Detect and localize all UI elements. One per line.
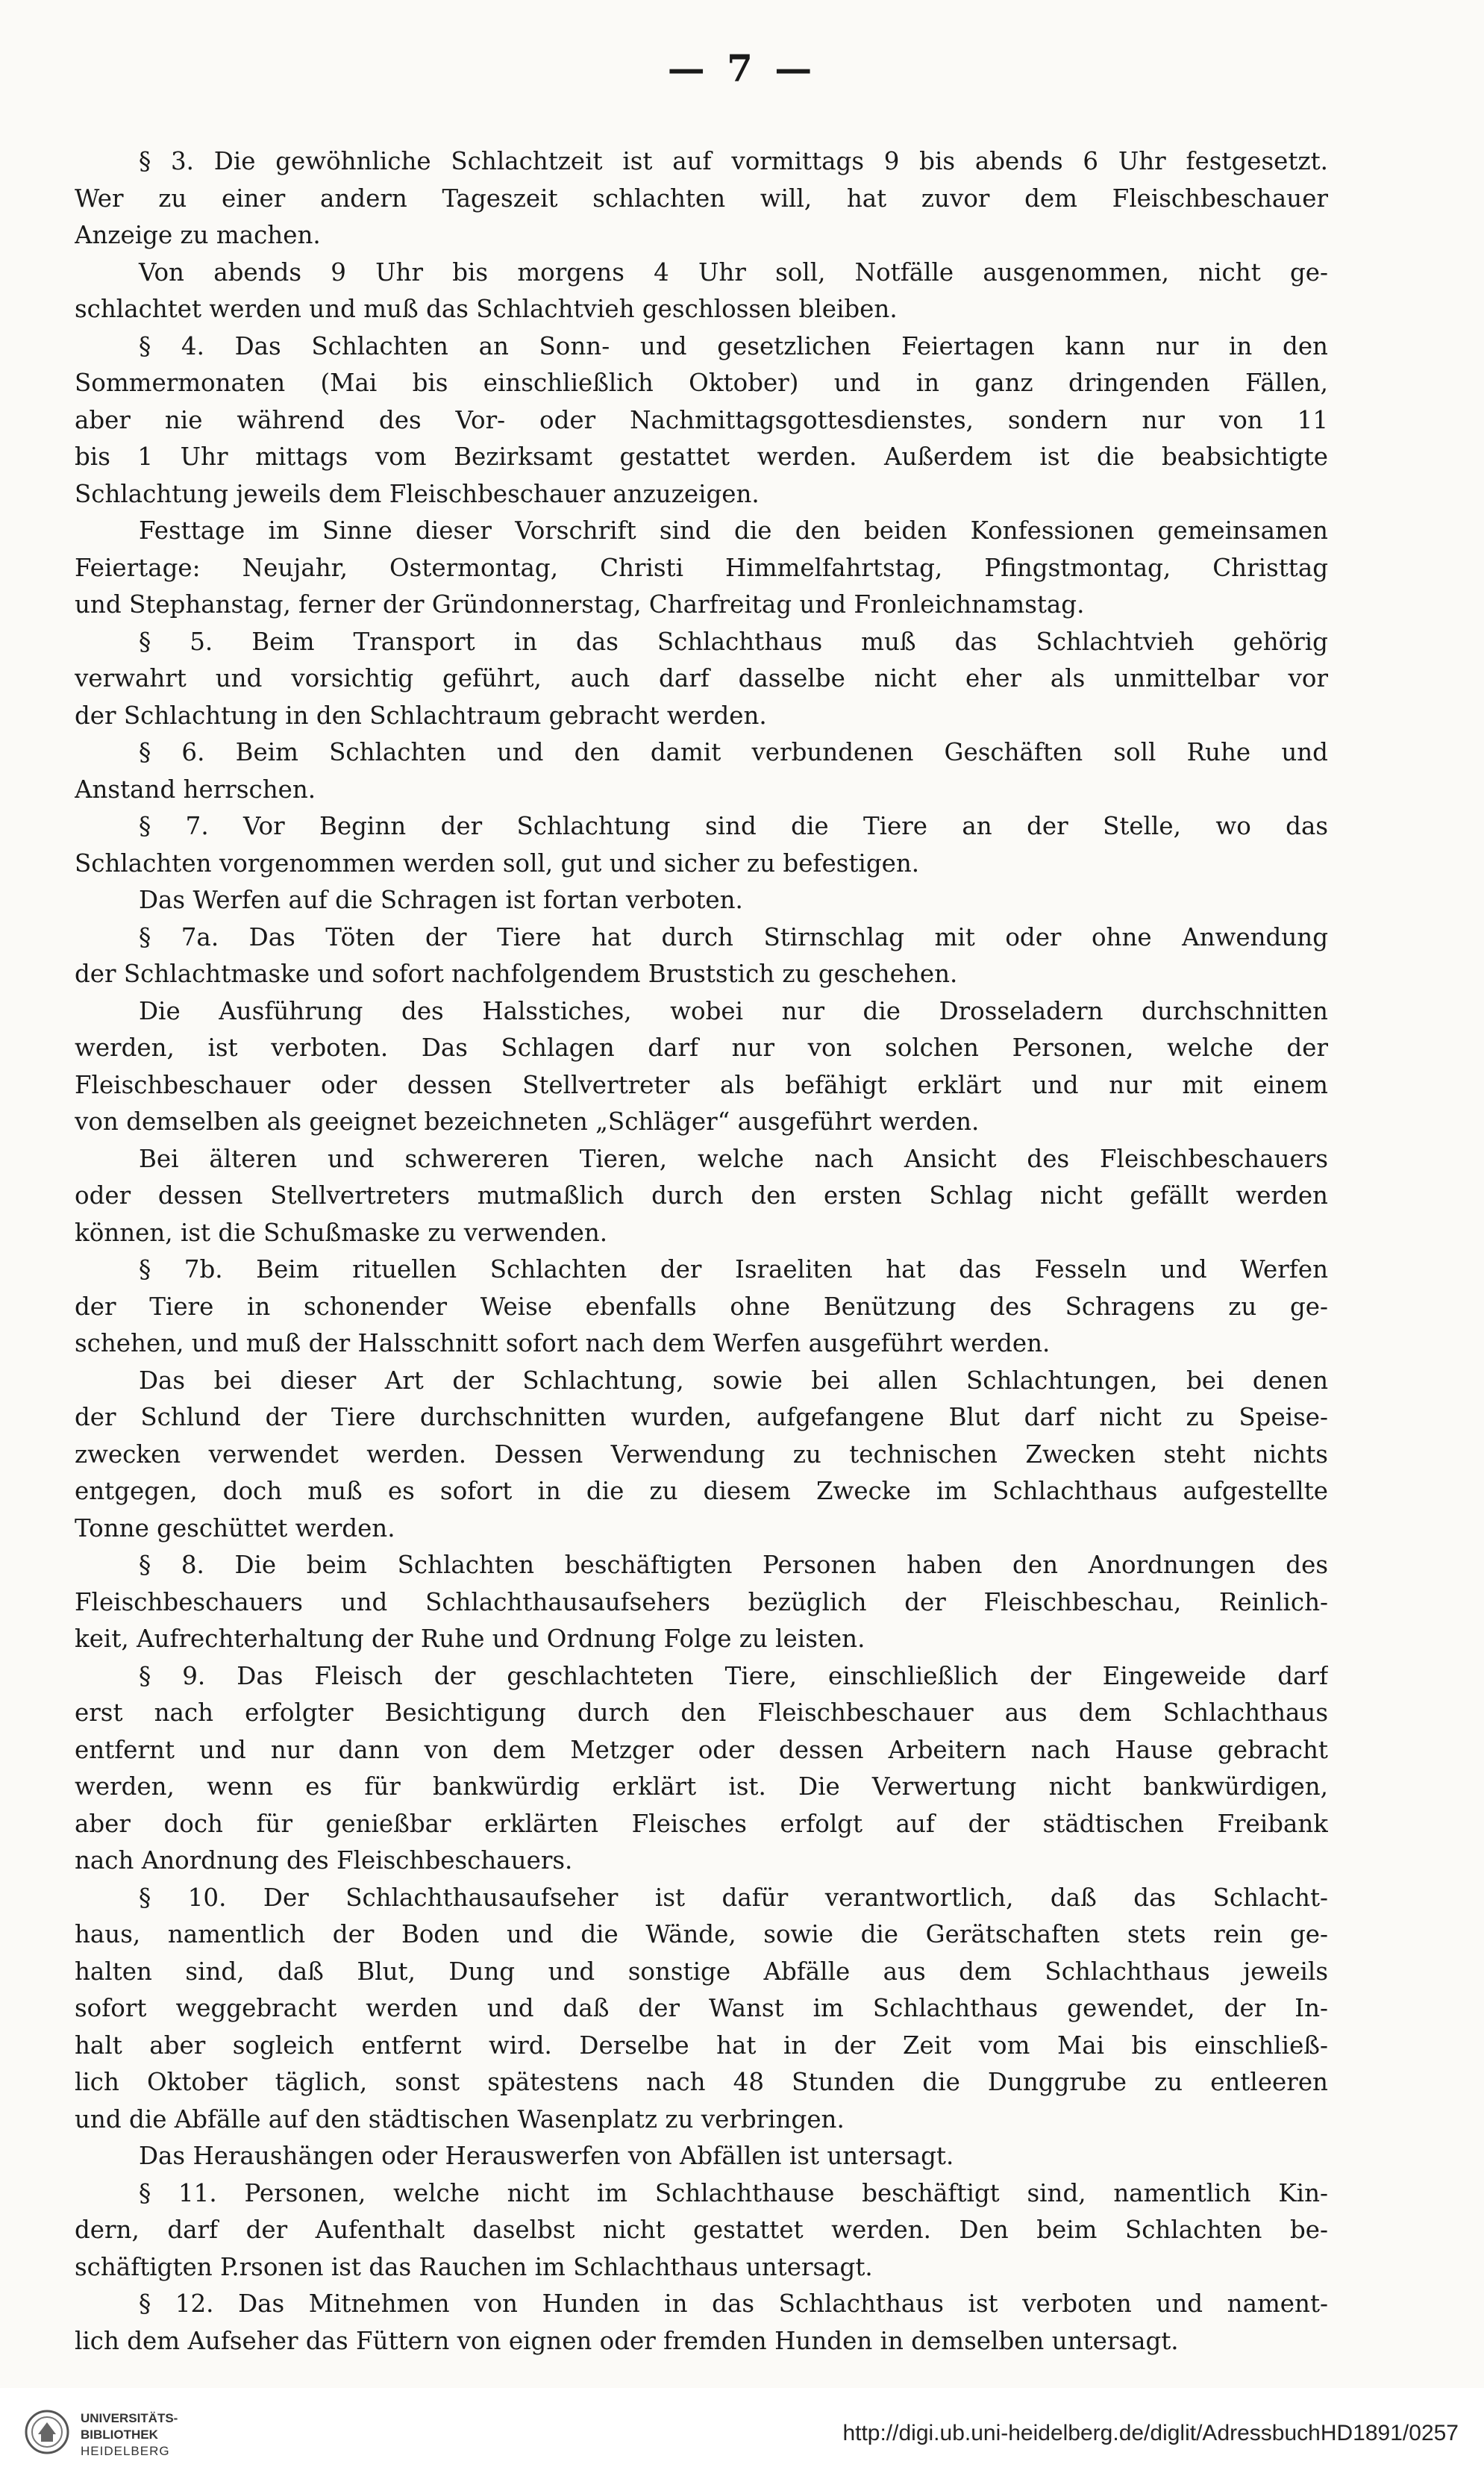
text-line: schäftigten P.rsonen ist das Rauchen im Schlachthaus untersagt. <box>75 2252 873 2281</box>
text-line: zwecken verwendet werden. Dessen Verwendung zu technischen Zwecken steht nichts <box>75 1440 1328 1469</box>
text-line: halt aber sogleich entfernt wird. Derselbe hat in der Zeit vom Mai bis einschließ- <box>75 2031 1328 2060</box>
text-line: erst nach erfolgter Besichtigung durch den Fleischbeschauer aus dem Schlachthaus <box>75 1698 1328 1727</box>
text-line: können, ist die Schußmaske zu verwenden. <box>75 1218 608 1247</box>
text-line: Schlachtung jeweils dem Fleischbeschauer anzuzeigen. <box>75 479 760 508</box>
text-line: schehen, und muß der Halsschnitt sofort nach dem Werfen ausgeführt werden. <box>75 1329 1051 1357</box>
text-line: Sommermonaten (Mai bis einschließlich Oktober) und in ganz dringenden Fällen, <box>75 369 1328 397</box>
text-line: Anzeige zu machen. <box>75 221 321 249</box>
document-body <box>75 143 1328 2360</box>
text-line: § 12. Das Mitnehmen von Hunden in das Schlachthaus ist verboten und nament- <box>139 2289 1328 2318</box>
text-line: oder dessen Stellvertreters mutmaßlich durch den ersten Schlag nicht gefällt werden <box>75 1181 1328 1210</box>
text-line: § 7b. Beim rituellen Schlachten der Israeliten hat das Fesseln und Werfen <box>139 1255 1328 1284</box>
text-line: bis 1 Uhr mittags vom Bezirksamt gestattet werden. Außerdem ist die beabsichtigte <box>75 443 1328 471</box>
text-line: und Stephanstag, ferner der Gründonnerstag, Charfreitag und Fronleichnamstag. <box>75 590 1085 619</box>
text-line: aber nie während des Vor- oder Nachmittagsgottesdienstes, sondern nur von 11 <box>75 405 1328 434</box>
text-line: nach Anordnung des Fleischbeschauers. <box>75 1846 573 1875</box>
text-line: Tonne geschüttet werden. <box>75 1513 395 1542</box>
text-line: Fleischbeschauer oder dessen Stellvertreter als befähigt erklärt und nur mit einem <box>75 1070 1328 1099</box>
text-line: § 7. Vor Beginn der Schlachtung sind die Tiere an der Stelle, wo das <box>139 812 1328 840</box>
logo-text <box>81 2410 178 2460</box>
text-line: § 7a. Das Töten der Tiere hat durch Stirnschlag mit oder ohne Anwendung <box>139 922 1328 951</box>
library-logo[interactable] <box>24 2404 218 2467</box>
text-line: halten sind, daß Blut, Dung und sonstige Abfälle aus dem Schlachthaus jeweils <box>75 1957 1328 1986</box>
text-line: sofort weggebracht werden und daß der Wanst im Schlachthaus gewendet, der In- <box>75 1994 1328 2022</box>
text-line: lich dem Aufseher das Füttern von eignen oder fremden Hunden in demselben untersagt. <box>75 2326 1179 2355</box>
text-line: § 8. Die beim Schlachten beschäftigten Personen haben den Anordnungen des <box>139 1551 1328 1579</box>
text-line: verwahrt und vorsichtig geführt, auch darf dasselbe nicht eher als unmittelbar vor <box>75 664 1328 693</box>
source-url-link[interactable]: http://digi.ub.uni-heidelberg.de/diglit/AdressbuchHD1891/0257 <box>842 2421 1459 2445</box>
text-line: schlachtet werden und muß das Schlachtvieh geschlossen bleiben. <box>75 295 898 323</box>
page-number: — 7 — <box>667 46 817 90</box>
text-line: Feiertage: Neujahr, Ostermontag, Christi Himmelfahrtstag, Pfingstmontag, Christtag <box>75 553 1328 582</box>
text-line: § 5. Beim Transport in das Schlachthaus muß das Schlachtvieh gehörig <box>139 627 1328 656</box>
text-line: der Tiere in schonender Weise ebenfalls ohne Benützung des Schragens zu ge- <box>75 1292 1328 1321</box>
text-line: Das Heraushängen oder Herauswerfen von Abfällen ist untersagt. <box>139 2142 954 2170</box>
text-line: Festtage im Sinne dieser Vorschrift sind die den beiden Konfessionen gemeinsamen <box>139 516 1328 545</box>
logo-line: HEIDELBERG <box>81 2444 170 2458</box>
text-line: § 11. Personen, welche nicht im Schlachthause beschäftigt sind, namentlich Kin- <box>139 2178 1328 2207</box>
text-line: Anstand herrschen. <box>75 775 316 804</box>
text-line: Von abends 9 Uhr bis morgens 4 Uhr soll, Notfälle ausgenommen, nicht ge- <box>139 257 1328 287</box>
text-line: keit, Aufrechterhaltung der Ruhe und Ordnung Folge zu leisten. <box>75 1625 865 1653</box>
text-line: § 10. Der Schlachthausaufseher ist dafür verantwortlich, daß das Schlacht- <box>139 1883 1328 1912</box>
text-line: der Schlachtung in den Schlachtraum gebracht werden. <box>75 701 767 730</box>
text-line: werden, wenn es für bankwürdig erklärt ist. Die Verwertung nicht bankwürdigen, <box>75 1772 1328 1801</box>
footer-bar <box>0 2388 1484 2482</box>
text-line: entgegen, doch muß es sofort in die zu diesem Zwecke im Schlachthaus aufgestellte <box>75 1477 1328 1505</box>
text-line: aber doch für genießbar erklärten Fleisches erfolgt auf der städtischen Freibank <box>75 1809 1328 1838</box>
text-line: der Schlachtmaske und sofort nachfolgendem Bruststich zu geschehen. <box>75 960 958 988</box>
text-line: haus, namentlich der Boden und die Wände, sowie die Gerätschaften stets rein ge- <box>75 1920 1328 1948</box>
text-line: werden, ist verboten. Das Schlagen darf nur von solchen Personen, welche der <box>75 1034 1328 1062</box>
text-line: Das Werfen auf die Schragen ist fortan verboten. <box>139 886 743 914</box>
text-line: Die Ausführung des Halsstiches, wobei nur die Drosseladern durchschnitten <box>139 996 1328 1025</box>
text-line: von demselben als geeignet bezeichneten „Schläger“ ausgeführt werden. <box>75 1107 980 1136</box>
text-line: Das bei dieser Art der Schlachtung, sowie bei allen Schlachtungen, bei denen <box>139 1366 1328 1395</box>
text-line: und die Abfälle auf den städtischen Wasenplatz zu verbringen. <box>75 2104 845 2134</box>
text-line: § 9. Das Fleisch der geschlachteten Tiere, einschließlich der Eingeweide darf <box>139 1661 1328 1690</box>
text-line: entfernt und nur dann von dem Metzger oder dessen Arbeitern nach Hause gebracht <box>75 1735 1328 1764</box>
text-line: Wer zu einer andern Tageszeit schlachten will, hat zuvor dem Fleischbeschauer <box>75 184 1328 213</box>
text-line: Bei älteren und schwereren Tieren, welche nach Ansicht des Fleischbeschauers <box>139 1144 1328 1173</box>
text-line: dern, darf der Aufenthalt daselbst nicht gestattet werden. Den beim Schlachten be- <box>75 2216 1328 2244</box>
logo-line: UNIVERSITÄTS- <box>81 2411 178 2425</box>
text-line: lich Oktober täglich, sonst spätestens nach 48 Stunden die Dunggrube zu entleeren <box>75 2068 1328 2096</box>
text-line: § 3. Die gewöhnliche Schlachtzeit ist auf vormittags 9 bis abends 6 Uhr festgesetzt. <box>139 147 1328 175</box>
text-line: § 4. Das Schlachten an Sonn- und gesetzlichen Feiertagen kann nur in den <box>139 331 1328 360</box>
text-line: § 6. Beim Schlachten und den damit verbundenen Geschäften soll Ruhe und <box>139 738 1328 766</box>
text-line: Schlachten vorgenommen werden soll, gut und sicher zu befestigen. <box>75 848 920 878</box>
text-line: der Schlund der Tiere durchschnitten wurden, aufgefangene Blut darf nicht zu Speise- <box>75 1403 1328 1431</box>
text-line: Fleischbeschauers und Schlachthausaufsehers bezüglich der Fleischbeschau, Reinlich- <box>75 1587 1328 1616</box>
library-seal-icon <box>24 2409 70 2455</box>
logo-line: BIBLIOTHEK <box>81 2428 158 2442</box>
